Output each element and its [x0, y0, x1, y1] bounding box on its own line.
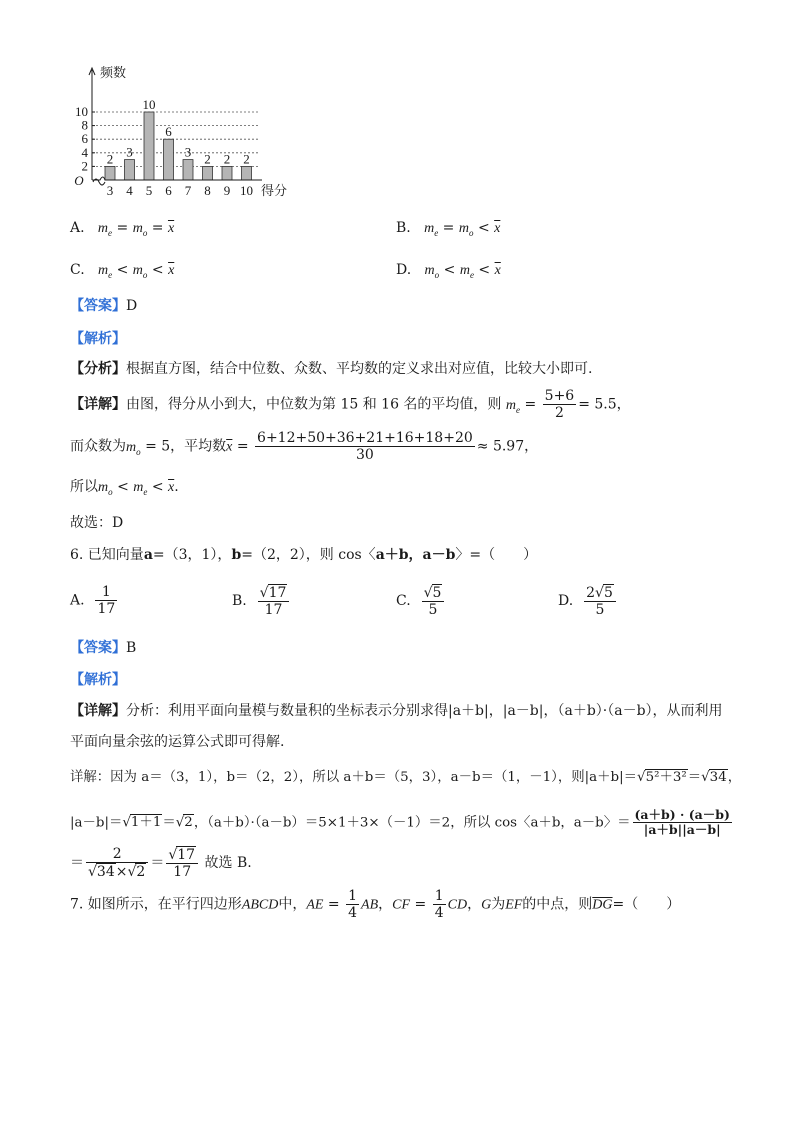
- x-axis-title: 得分: [261, 183, 288, 198]
- q6-stem: 6. 已知向量a=（3，1），b=（2，2），则 cos〈a＋b，a－b〉=（ ）: [70, 547, 538, 563]
- bar-value-label: 3: [126, 144, 133, 160]
- bar: [222, 166, 232, 180]
- frequency-bar-chart: [62, 62, 302, 202]
- bar-value-label: 10: [142, 97, 156, 112]
- x-tick-label: 3: [106, 183, 114, 198]
- q5-conclusion: 所以$m_o < m_e < \overline{x}$.: [70, 479, 179, 497]
- q5-choose: 故选：D: [70, 515, 124, 531]
- bar-value-label: 2: [243, 151, 250, 167]
- x-tick-label: 9: [223, 183, 231, 198]
- q6-detail-line5: ＝ $\frac{2}{√34\times√2}$ ＝ $\frac{√17}{17}$ 故选 B.: [70, 846, 252, 881]
- q6-detail-line4: |a－b|＝√1＋1＝√2，（a＋b）·（a－b）＝5×1＋3×（－1）＝2，所以 cos〈a＋b，a－b〉＝ $\frac{(a+b) \cdot (a-b)}{|a+b||a-b|}$: [70, 807, 730, 838]
- option-label: A.: [70, 220, 85, 236]
- q6-option-c: C. $\frac{√5}{5}$: [396, 584, 446, 618]
- q6-option-b: B. $\frac{√17}{17}$: [232, 584, 291, 618]
- q6-detail-line3: 详解：因为 a＝（3，1），b＝（2，2），所以 a＋b＝（5，3），a－b＝（1，－1），则|a＋b|＝√5²＋3²＝√34，: [70, 770, 742, 785]
- x-axis: [92, 177, 262, 180]
- mean-value: ≈ 5.97，: [476, 438, 539, 455]
- y-tick-label: 8: [81, 117, 88, 133]
- q5-detail-1: 【详解】由图，得分从小到大，中位数为第 15 和 16 名的平均值，则 $m_e$ = $\frac{5+6}{2}$ = 5.5，: [70, 388, 631, 422]
- y-tick-label: 6: [81, 131, 88, 147]
- median-fraction: $\frac{5+6}{2}$: [544, 388, 575, 422]
- median-value: = 5.5，: [578, 396, 631, 413]
- q6-option-d: D. $\frac{2√5}{5}$: [558, 584, 618, 618]
- option-label: B.: [396, 220, 411, 236]
- y-tick-label: 2: [81, 158, 88, 174]
- answer-value: D: [126, 298, 138, 314]
- bar: [164, 139, 174, 180]
- detail-tag: 【详解】: [70, 396, 126, 413]
- bar: [105, 166, 115, 180]
- bar-value-label: 6: [165, 124, 172, 140]
- q5-analysis-tag: [70, 331, 126, 348]
- x-tick-label: 7: [184, 183, 192, 198]
- bar-value-label: 2: [223, 151, 231, 167]
- q5-answer: [70, 298, 137, 315]
- q6-detail-line2: 平面向量余弦的运算公式即可得解.: [70, 734, 285, 750]
- x-tick-label: 5: [145, 183, 153, 198]
- q5-option-c: C. $m_e < m_o < \overline{x}$: [70, 262, 175, 280]
- bar-value-label: 2: [204, 151, 211, 167]
- bar: [183, 160, 193, 180]
- option-label: D.: [396, 262, 412, 278]
- bar: [203, 166, 213, 180]
- q5-fenxi: [70, 361, 592, 378]
- q6-option-a: A. $\frac{1}{17}$: [70, 584, 116, 618]
- bar-value-label: 3: [184, 144, 192, 160]
- x-tick-label: 4: [126, 183, 133, 198]
- q5-detail-2: 而众数为$m_o = 5$，平均数$\overline{x}$ = $\frac{6+12+50+36+21+16+18+20}{30}$ ≈ 5.97，: [70, 430, 539, 464]
- origin-label: O: [74, 173, 84, 188]
- vector-dg: $\overline{DG}$: [592, 897, 613, 913]
- answer-tag: 【答案】: [70, 298, 126, 314]
- q7-stem: 7. 如图所示，在平行四边形ABCD中，AE = $\frac{1}{4}$ AB，CF = $\frac{1}{4}$ CD，G为EF的中点，则$\overline{DG}=$（ ）: [70, 888, 681, 922]
- chart-grid: [92, 112, 260, 166]
- detail-text: 由图，得分从小到大，中位数为第 15 和 16 名的平均值，则: [126, 396, 502, 413]
- fenxi-text: 根据直方图，结合中位数、众数、平均数的定义求出对应值，比较大小即可.: [126, 361, 593, 377]
- q6-analysis-tag: 【解析】: [70, 672, 126, 688]
- y-tick-label: 4: [81, 144, 88, 160]
- bar: [125, 160, 135, 180]
- q5-option-a: A. $m_e = m_o = \overline{x}$: [70, 220, 175, 238]
- x-tick-label: 10: [240, 183, 253, 198]
- bar: [242, 166, 252, 180]
- mode-value: = 5: [145, 438, 171, 455]
- q5-option-d: D. $m_o < m_e < \overline{x}$: [396, 262, 501, 280]
- x-tick-label: 6: [165, 183, 172, 198]
- y-axis-title: 频数: [100, 65, 127, 80]
- fenxi-tag: 【分析】: [70, 361, 126, 377]
- analysis-tag: 【解析】: [70, 331, 126, 347]
- q6-detail-line1: 【详解】分析：利用平面向量模与数量积的坐标表示分别求得|a＋b|，|a－b|，（a＋b）·（a－b），从而利用: [70, 703, 723, 719]
- x-tick-label: 8: [204, 183, 211, 198]
- q5-option-b: B. $m_e = m_o < \overline{x}$: [396, 220, 501, 238]
- bar-value-label: 2: [106, 151, 114, 167]
- q6-answer: 【答案】B: [70, 640, 137, 656]
- y-tick-label: 10: [75, 104, 88, 119]
- mean-fraction: $\frac{6+12+50+36+21+16+18+20}{30}$: [257, 430, 473, 464]
- bar: [144, 112, 154, 180]
- option-label: C.: [70, 262, 85, 278]
